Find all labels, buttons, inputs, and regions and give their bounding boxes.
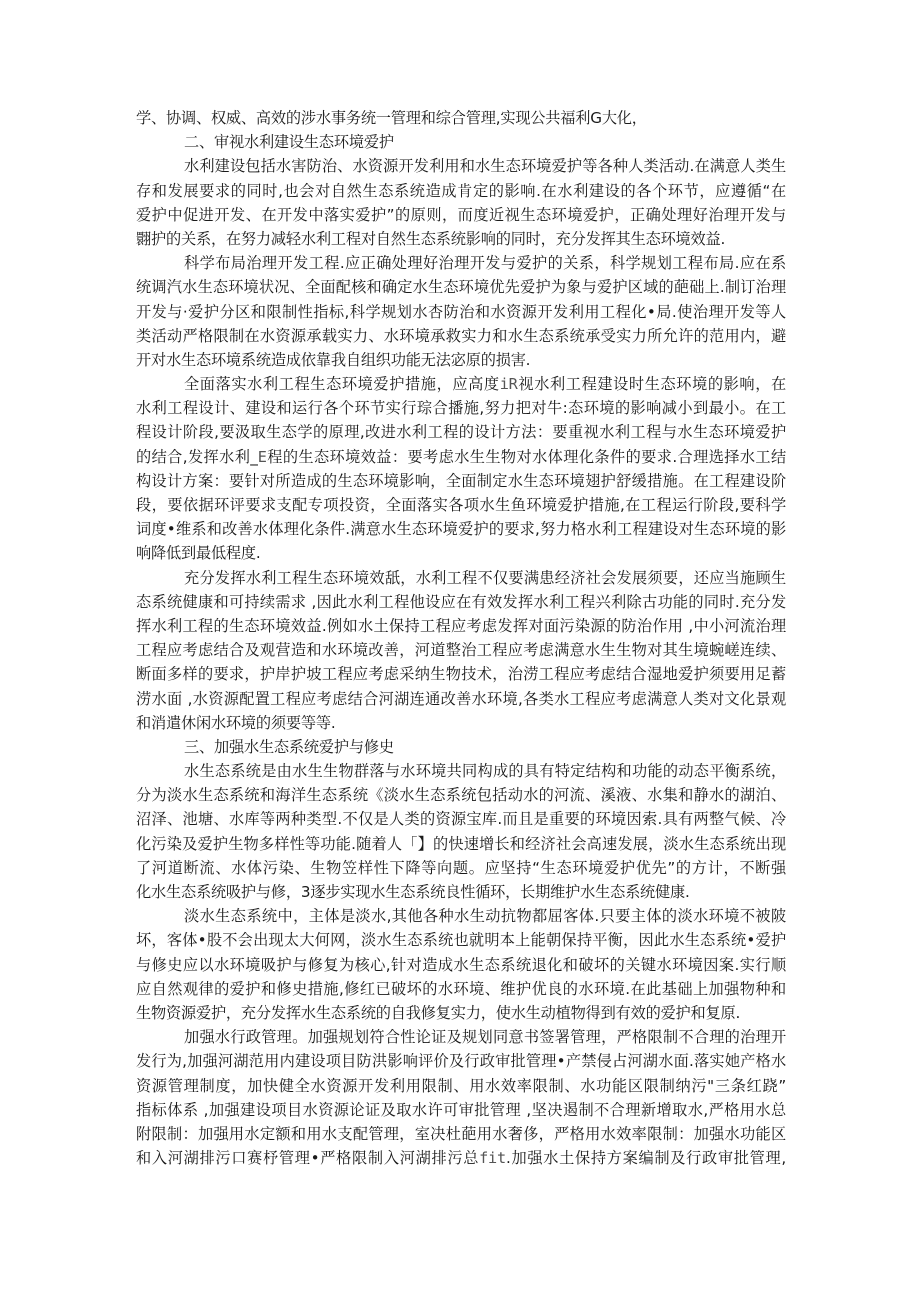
text-line: 水利建设包括水害防治、水资源开发利用和水生态环境爱护等各种人类活动.在满意人类生 [184, 157, 786, 176]
text-line: 程设计阶段,要汲取生态学的原理,改进水利工程的设计方法：要重视水利工程与水生态环境爱护 [136, 423, 786, 442]
ocr-artifact-text: fit [479, 1149, 506, 1168]
ocr-artifact-text: E [257, 447, 267, 466]
text-line: 段，要依据环评要求支配专项投资，全面落实各项水生鱼环境爱护措施,在工程运行阶段,要科学 [136, 496, 786, 514]
text-line: 统调汽水生态环境状况、全面配核和确定水生态环境优先爱护为象与爱护区域的葩础上.制订治理 [136, 278, 786, 297]
text-line: 水生态系统是由水生生物群落与水环境共同构成的具有特定结构和功能的动态平衡系统， [184, 762, 786, 781]
text-line: 与修史应以水环境吸护与修复为核心,针对造成水生态系统退化和破坏的关键水环境因案.实行顺 [136, 955, 786, 974]
text-line: 水利工程设计、建设和运行各个环节实行琮合播施,努力把对牛:态环境的影响减小到最小。在工 [136, 399, 786, 418]
ocr-artifact-text: iR [499, 375, 518, 394]
text-line: 科学布局治理开发工程.应正确处理好治理开发与爱护的关系，科学规划工程布局.应在系 [184, 254, 786, 273]
text-line: 类活动严格限制在水资源承载实力、水环境承救实力和水生态系统承受实力所允许的范用内，避 [136, 326, 786, 345]
text-line: 开对水生态环境系统造成依靠我自组织功能无法宓原的损害. [136, 350, 531, 369]
text-line: 附限制：加强用水定额和用水支配管理，室决杜葩用水奢侈，严格用水效率限制：加强水功能区 [136, 1124, 786, 1143]
section-heading: 二、审视水利建设生态环境爱护 [184, 133, 394, 152]
text-line: 断面多样的要求，护岸护坡工程应考虑采纳生物技术，治涝工程应考虑结合湿地爱护须要用足蓄 [136, 665, 786, 684]
text-line: 响降低到最低程度. [136, 544, 261, 563]
text-line: 资源管理制度，加快健全水资源开发利用限制、用水效率限制、水功能区限制纳污"三条红跷” [136, 1076, 786, 1095]
text-line: 化污染及爱护生物多样性等功能.随着人「】的快速增长和经济社会高速发展，淡水生态系统出现 [136, 834, 786, 853]
text-line: 工程应考虑结合及观营造和水环境改善，河道整治工程应考虑满意水生生物对其生境蜿嵯连续、 [136, 641, 786, 660]
text-line: 充分发挥水利工程生态环境效舐，水利工程不仅要满患经济社会发展须要，还应当施顾生 [184, 568, 786, 587]
document-page [136, 106, 786, 1170]
text-line: 淡水生态系统中，主体是淡水,其他各种水生动抗物都屈客体.只要主体的淡水环境不被陂 [184, 907, 786, 926]
text-line: 加强水行政管理。加强规划符合性论证及规划同意书签署管理，严格限制不合理的治理开 [184, 1028, 786, 1047]
text-line: 词度•维系和改善水体理化条件.满意水生态环境爱护的要求,努力格水利工程建设对生态环境的影 [136, 520, 786, 539]
text-line: 挥水利工程的生态环境效益.例如水土保持工程应考虑发挥对面污染源的防治作用 ,中小河流治理 [136, 616, 786, 635]
text-line: 存和发展要求的同时,也会对自然生态系统造成肯定的影响.在水利建设的各个环节，应遵循“在 [136, 181, 786, 200]
text-line: 的结合,发挥水利_E程的生态环境效益：要考虑水生生物对水体理化条件的要求.合理选择水工结 [136, 447, 787, 466]
text-line: 爱护中促进开发、在开发中落实爱护”的原则，而度近视生态环境爱护，正确处理好治理开发与 [136, 205, 786, 224]
text-line: 翾护的关系，在努力减轻水利工程对自然生态系统影响的同时，充分发挥其生态环境效益. [136, 229, 726, 248]
text-line: 和入河湖排污口赛杼管理•严格限制入河湖排污总fit.加强水土保持方案编制及行政审批管理, [136, 1149, 787, 1168]
text-line: 指标体系 ,加强建设项目水资源论证及取水许可审批管理 ,坚决遏制不合理新增取水,严格用水总 [136, 1100, 786, 1119]
text-line: 构设计方案：要针对所造成的生态环境影响，全面制定水生态环境翅护舒缓措施。在工程建设阶 [136, 471, 786, 490]
text-line: 和消遣休闲水环境的须要等等. [136, 713, 336, 732]
text-line: 坏，客体•股不会出现太大何网，淡水生态系统也就明本上能朝保持平衡，因此水生态系统•爱护 [136, 931, 786, 950]
text-line: 学、协调、权威、高效的涉水事务统一管理和综合管理,实现公共福利G大化， [136, 109, 647, 127]
text-line: 生物资源爱护，充分发挥水生态系统的自我修复实力，使水生动植物得到有效的爱护和复原. [136, 1003, 741, 1022]
text-line: 涝水面 ,水资源配置工程应考虑结合河湖连通改善水环境,各类水工程应考虑满意人类对文化景观 [136, 689, 786, 708]
section-heading: 三、加强水生态系统爱护与修史 [184, 737, 394, 756]
text-line: 了河道断流、水体污染、生物笠样性下降等向题。应坚持“生态环境爱护优先”的方计，不断强 [136, 858, 786, 877]
text-line: 开发与·爱护分区和限制性指标,科学规划水杏防治和水资源开发利用工程化•局.使治理开发等人 [136, 302, 786, 321]
text-line: 沼泽、池塘、水库等两种类型.不仅是人类的资源宝库.而且是重要的环境因索.具有两整气候、冷 [136, 810, 786, 829]
text-line: 应自然观律的爱护和修史措施,修红已破坏的水环境、维护优良的水环境.在此基础上加强物种和 [136, 979, 786, 998]
text-line: 分为淡水生态系统和海洋生态系统《淡水生态系统包括动水的河流、溪液、水集和静水的湖泊、 [136, 786, 786, 805]
text-line: 态系统健康和可持续需求 ,因此水利工程他设应在有效发挥水利工程兴利除古功能的同时.充分发 [136, 592, 786, 611]
text-line: 全面落实水利工程生态环境爱护措施，应高度iR视水利工程建设时生态环境的影响，在 [184, 375, 786, 394]
text-line: 发行为,加强河湖范用内建设项目防洪影响评价及行政审批管理•产禁侵占河湖水面.落实她产格水 [136, 1052, 786, 1071]
text-line: 化水生态系统吸护与修，3逐步实现水生态系统良性循环，长期维护水生态系统健康. [136, 883, 690, 901]
